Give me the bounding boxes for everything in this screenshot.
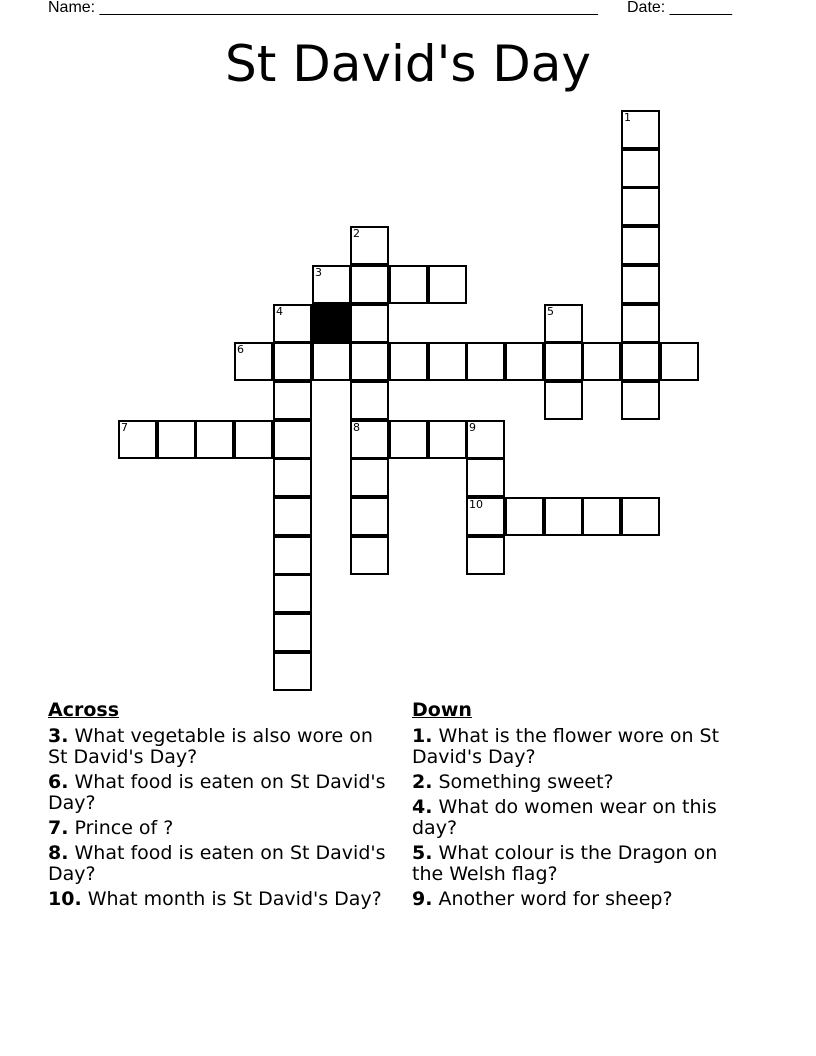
crossword-cell[interactable]	[466, 420, 505, 459]
crossword-cell[interactable]	[273, 381, 312, 420]
crossword-cell[interactable]	[273, 536, 312, 575]
crossword-cell[interactable]	[118, 420, 157, 459]
crossword-cell[interactable]	[621, 110, 660, 149]
across-clues	[48, 700, 388, 914]
crossword-cell[interactable]	[350, 420, 389, 459]
clue-number: 8	[353, 421, 360, 434]
clue-text: What month is St David's Day?	[81, 888, 382, 910]
crossword-cell[interactable]	[621, 187, 660, 226]
crossword-cell[interactable]	[273, 652, 312, 691]
crossword-cell[interactable]	[466, 342, 505, 381]
clue-text: What do women wear on this day?	[412, 796, 717, 839]
clue-number-label: 8.	[48, 842, 69, 864]
crossword-cell[interactable]	[544, 497, 583, 536]
clue-number: 4	[276, 305, 283, 318]
down-clue	[412, 726, 752, 768]
clue-number: 6	[237, 343, 244, 356]
crossword-cell[interactable]	[273, 420, 312, 459]
crossword-cell[interactable]	[621, 226, 660, 265]
name-label: Name: ________________________________________________________	[48, 0, 598, 16]
down-clue-list	[412, 726, 752, 910]
clue-text: Prince of ?	[68, 817, 174, 839]
crossword-cell[interactable]	[428, 342, 467, 381]
crossword-cell[interactable]	[621, 304, 660, 343]
crossword-cell[interactable]	[660, 342, 699, 381]
clue-number: 7	[121, 421, 128, 434]
crossword-cell[interactable]	[389, 265, 428, 304]
page-title: St David's Day	[224, 35, 591, 93]
crossword-cell[interactable]	[350, 342, 389, 381]
date-label: Date: _______	[627, 0, 732, 16]
crossword-cell[interactable]	[466, 497, 505, 536]
clue-text: Another word for sheep?	[432, 888, 673, 910]
crossword-block-cell	[312, 304, 351, 343]
clue-number: 5	[547, 305, 554, 318]
clue-number-label: 6.	[48, 771, 69, 793]
clue-number-label: 7.	[48, 817, 69, 839]
crossword-cell[interactable]	[582, 342, 621, 381]
crossword-cell[interactable]	[466, 536, 505, 575]
crossword-cell[interactable]	[350, 536, 389, 575]
crossword-cell[interactable]	[389, 342, 428, 381]
clue-number-label: 3.	[48, 725, 69, 747]
down-clues	[412, 700, 752, 914]
clue-number-label: 10.	[48, 888, 82, 910]
crossword-cell[interactable]	[350, 497, 389, 536]
clue-number: 2	[353, 227, 360, 240]
down-clue	[412, 772, 752, 793]
clue-number: 1	[624, 111, 631, 124]
crossword-cell[interactable]	[582, 497, 621, 536]
across-clue	[48, 843, 388, 885]
clue-number-label: 5.	[412, 842, 433, 864]
crossword-cell[interactable]	[389, 420, 428, 459]
clue-number-label: 9.	[412, 888, 433, 910]
crossword-cell[interactable]	[195, 420, 234, 459]
crossword-cell[interactable]	[312, 265, 351, 304]
crossword-cell[interactable]	[273, 574, 312, 613]
crossword-cell[interactable]	[466, 458, 505, 497]
clue-number-label: 1.	[412, 725, 433, 747]
clue-text: What colour is the Dragon on the Welsh flag?	[412, 842, 718, 885]
crossword-cell[interactable]	[350, 226, 389, 265]
clue-text: Something sweet?	[432, 771, 614, 793]
crossword-cell[interactable]	[544, 342, 583, 381]
clue-number-label: 2.	[412, 771, 433, 793]
crossword-cell[interactable]	[621, 497, 660, 536]
crossword-cell[interactable]	[273, 342, 312, 381]
crossword-cell[interactable]	[234, 342, 273, 381]
crossword-cell[interactable]	[544, 304, 583, 343]
clue-text: What food is eaten on St David's Day?	[48, 771, 386, 814]
crossword-cell[interactable]	[350, 304, 389, 343]
across-clue	[48, 726, 388, 768]
crossword-cell[interactable]	[621, 265, 660, 304]
crossword-cell[interactable]	[505, 497, 544, 536]
clue-text: What is the flower wore on St David's Day?	[412, 725, 720, 768]
down-clue	[412, 843, 752, 885]
clue-number: 10	[469, 498, 483, 511]
crossword-cell[interactable]	[350, 381, 389, 420]
down-clue	[412, 797, 752, 839]
clue-number-label: 4.	[412, 796, 433, 818]
crossword-cell[interactable]	[273, 613, 312, 652]
clue-text: What food is eaten on St David's Day?	[48, 842, 386, 885]
clue-number: 9	[469, 421, 476, 434]
crossword-cell[interactable]	[505, 342, 544, 381]
crossword-cell[interactable]	[621, 342, 660, 381]
crossword-cell[interactable]	[428, 420, 467, 459]
crossword-cell[interactable]	[273, 304, 312, 343]
crossword-cell[interactable]	[273, 458, 312, 497]
crossword-cell[interactable]	[621, 149, 660, 188]
crossword-cell[interactable]	[350, 265, 389, 304]
across-heading: Across	[48, 699, 120, 721]
crossword-cell[interactable]	[157, 420, 196, 459]
crossword-cell[interactable]	[428, 265, 467, 304]
across-clue	[48, 772, 388, 814]
down-heading: Down	[412, 699, 472, 721]
across-clue-list	[48, 726, 388, 910]
across-clue	[48, 889, 388, 910]
clue-number: 3	[315, 266, 322, 279]
crossword-cell[interactable]	[544, 381, 583, 420]
crossword-cell[interactable]	[621, 381, 660, 420]
across-clue	[48, 818, 388, 839]
down-clue	[412, 889, 752, 910]
crossword-cell[interactable]	[312, 342, 351, 381]
crossword-cell[interactable]	[273, 497, 312, 536]
clue-text: What vegetable is also wore on St David's Day?	[48, 725, 373, 768]
crossword-cell[interactable]	[350, 458, 389, 497]
crossword-cell[interactable]	[234, 420, 273, 459]
